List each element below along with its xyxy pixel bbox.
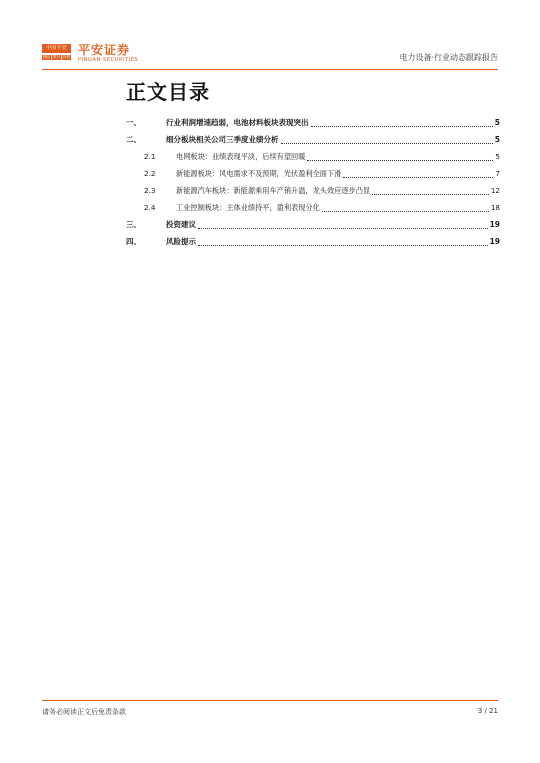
table-of-contents [126, 116, 500, 252]
toc-entry-page: 5 [494, 135, 500, 144]
toc-leader-dots [281, 135, 493, 144]
page-title: 正文目录 [126, 80, 210, 104]
toc-entry-title: 细分板块相关公司三季度业绩分析 [166, 135, 279, 144]
toc-entry-title: 风险提示 [166, 237, 196, 246]
toc-entry-number: 四、 [126, 237, 141, 246]
brand-name-en: PINGAN SECURITIES [78, 57, 139, 63]
toc-entry-number: 2.1 [144, 152, 156, 161]
toc-entry[interactable] [126, 150, 500, 163]
toc-entry-title: 投资建议 [166, 220, 196, 229]
logo-top-label: 中国平安 [42, 44, 71, 53]
page-header [42, 40, 498, 68]
toc-entry[interactable] [126, 201, 500, 214]
toc-entry[interactable] [126, 184, 500, 197]
footer-disclaimer: 请务必阅读正文后免责条款 [42, 708, 126, 716]
toc-entry-title: 新能源板块：风电需求不及预期，光伏盈利全面下滑 [176, 169, 342, 178]
pingan-logo [42, 44, 71, 64]
brand-name [78, 43, 138, 64]
toc-entry[interactable] [126, 133, 500, 146]
toc-entry-title: 电网板块：业绩表现平淡，后续有望回暖 [176, 152, 306, 161]
toc-leader-dots [311, 118, 493, 127]
toc-leader-dots [198, 220, 488, 229]
header-divider [42, 69, 498, 70]
toc-entry-number: 2.4 [144, 203, 156, 212]
toc-entry-number: 2.2 [144, 169, 156, 178]
toc-entry-number: 二、 [126, 135, 141, 144]
toc-leader-dots [307, 152, 493, 161]
toc-entry-number: 2.3 [144, 186, 156, 195]
toc-entry-page: 5 [494, 118, 500, 127]
toc-entry-number: 三、 [126, 220, 141, 229]
logo-tag-insurance: 保险 [43, 55, 50, 59]
toc-entry-page: 5 [495, 152, 500, 161]
toc-leader-dots [198, 237, 488, 246]
toc-entry-title: 工业控制板块：主体业绩持平，盈利表现分化 [176, 203, 320, 212]
toc-entry[interactable] [126, 116, 500, 129]
toc-entry-page: 7 [495, 169, 500, 178]
toc-entry[interactable] [126, 218, 500, 231]
toc-leader-dots [372, 186, 489, 195]
toc-leader-dots [322, 203, 489, 212]
toc-entry[interactable] [126, 235, 500, 248]
toc-entry-page: 12 [490, 186, 500, 195]
logo-bottom-labels [42, 55, 71, 60]
footer-divider [42, 700, 498, 701]
report-type: 电力设备·行业动态跟踪报告 [399, 53, 498, 62]
page-number: 3 / 21 [477, 707, 498, 715]
toc-entry-page: 18 [490, 203, 500, 212]
toc-entry-page: 19 [489, 220, 500, 229]
toc-leader-dots [343, 169, 493, 178]
toc-entry-title: 新能源汽车板块：新能源乘用车产销升温，龙头效应逐步凸显 [176, 186, 371, 195]
toc-entry-number: 一、 [126, 118, 141, 127]
toc-entry-page: 19 [489, 237, 500, 246]
toc-entry-title: 行业利润增速趋弱，电池材料板块表现突出 [166, 118, 309, 127]
logo-tag-bank: 银行 [53, 55, 60, 59]
toc-entry[interactable] [126, 167, 500, 180]
logo-tag-invest: 投资 [63, 55, 70, 59]
brand-name-cn: 平安证券 [78, 43, 131, 57]
